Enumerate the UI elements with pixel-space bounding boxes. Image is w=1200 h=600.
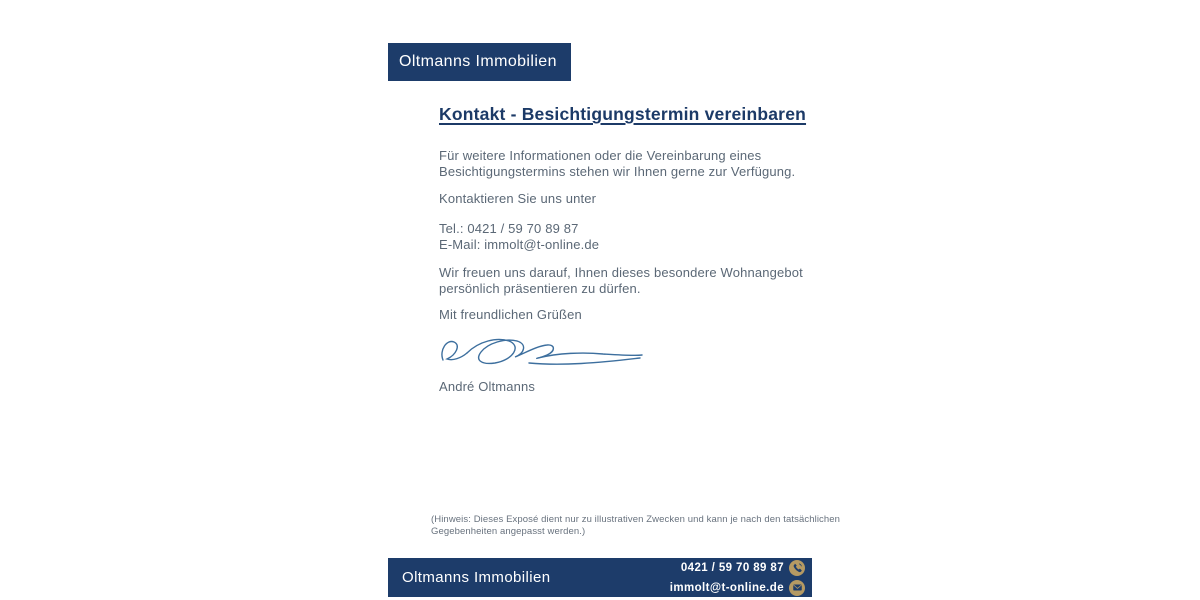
- closing-line-1: Wir freuen uns darauf, Ihnen dieses besondere Wohnangebot: [439, 265, 803, 280]
- contact-prompt: Kontaktieren Sie uns unter: [439, 191, 597, 206]
- salutation: Mit freundlichen Grüßen: [439, 307, 582, 322]
- footer-contact-block: [670, 560, 805, 596]
- footer-email-row: [670, 580, 805, 596]
- phone-line: Tel.: 0421 / 59 70 89 87: [439, 221, 579, 236]
- closing-line-2: persönlich präsentieren zu dürfen.: [439, 280, 641, 296]
- signer-name: André Oltmanns: [439, 379, 536, 394]
- footer-phone-number: 0421 / 59 70 89 87: [680, 561, 784, 574]
- intro-line-2: Besichtigungstermins stehen wir Ihnen gerne zur Verfügung.: [439, 163, 796, 179]
- header-brand-bar: [388, 43, 571, 81]
- page-title: Kontakt - Besichtigungstermin vereinbaren: [439, 104, 807, 124]
- footer-bar: [388, 558, 812, 597]
- closing-paragraph: [439, 265, 803, 296]
- contact-details-paragraph: [439, 221, 599, 252]
- expose-document-page: [388, 0, 841, 600]
- envelope-icon: [789, 580, 805, 596]
- footer-email-address: immolt@t-online.de: [669, 581, 784, 594]
- intro-paragraph: [439, 148, 795, 179]
- disclaimer-line-2: Gegebenheiten angepasst werden.): [431, 525, 586, 537]
- phone-icon: [789, 560, 805, 576]
- disclaimer-note: [431, 514, 840, 537]
- header-brand-name: Oltmanns Immobilien: [399, 53, 557, 70]
- handwritten-signature-image: [437, 334, 650, 372]
- footer-brand-name: Oltmanns Immobilien: [402, 569, 551, 586]
- footer-phone-row: [681, 560, 805, 576]
- disclaimer-line-1: (Hinweis: Dieses Exposé dient nur zu illustrativen Zwecken und kann je nach den tatsächlichen: [431, 514, 841, 525]
- intro-line-1: Für weitere Informationen oder die Vereinbarung eines: [439, 148, 762, 163]
- email-line: E-Mail: immolt@t-online.de: [439, 236, 600, 252]
